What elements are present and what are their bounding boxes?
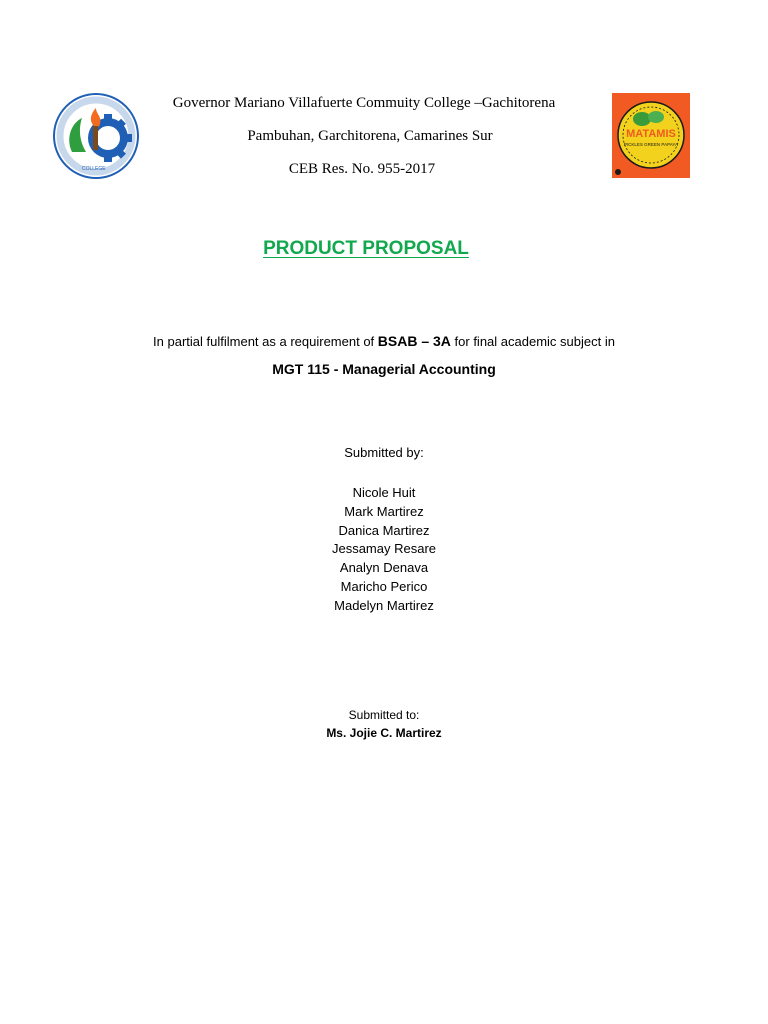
submitted-to-label: Submitted to: bbox=[348, 708, 420, 722]
svg-text:MATAMIS: MATAMIS bbox=[626, 128, 676, 140]
svg-text:COLLEGE: COLLEGE bbox=[82, 166, 106, 172]
list-item: Danica Martirez bbox=[338, 522, 430, 538]
svg-text:PICKLES GREEN PAPAYA: PICKLES GREEN PAPAYA bbox=[623, 142, 679, 147]
document-title bbox=[0, 238, 750, 260]
ceb-resolution: CEB Res. No. 955-2017 bbox=[288, 161, 436, 177]
document-title-text: PRODUCT PROPOSAL bbox=[263, 238, 469, 259]
list-item: Nicole Huit bbox=[352, 485, 416, 500]
submitted-by-label: Submitted by: bbox=[344, 445, 424, 460]
requirement-line bbox=[0, 333, 768, 349]
requirement-prefix: In partial fulfilment as a requirement of bbox=[153, 334, 378, 349]
list-item: Jessamay Resare bbox=[331, 541, 437, 557]
list-item: Madelyn Martirez bbox=[334, 597, 434, 613]
class-name: BSAB – 3A bbox=[377, 333, 451, 349]
submitted-to-name: Ms. Jojie C. Martirez bbox=[326, 726, 442, 740]
submitted-by-list bbox=[0, 484, 768, 616]
subject-name: MGT 115 - Managerial Accounting bbox=[272, 361, 496, 377]
requirement-suffix: for final academic subject in bbox=[450, 334, 615, 349]
list-item: Mark Martirez bbox=[344, 503, 424, 519]
college-address: Pambuhan, Garchitorena, Camarines Sur bbox=[247, 128, 493, 144]
college-name: Governor Mariano Villafuerte Commuity College –Gachitorena bbox=[172, 95, 556, 111]
list-item: Maricho Perico bbox=[340, 578, 428, 594]
list-item: Analyn Denava bbox=[339, 560, 429, 576]
